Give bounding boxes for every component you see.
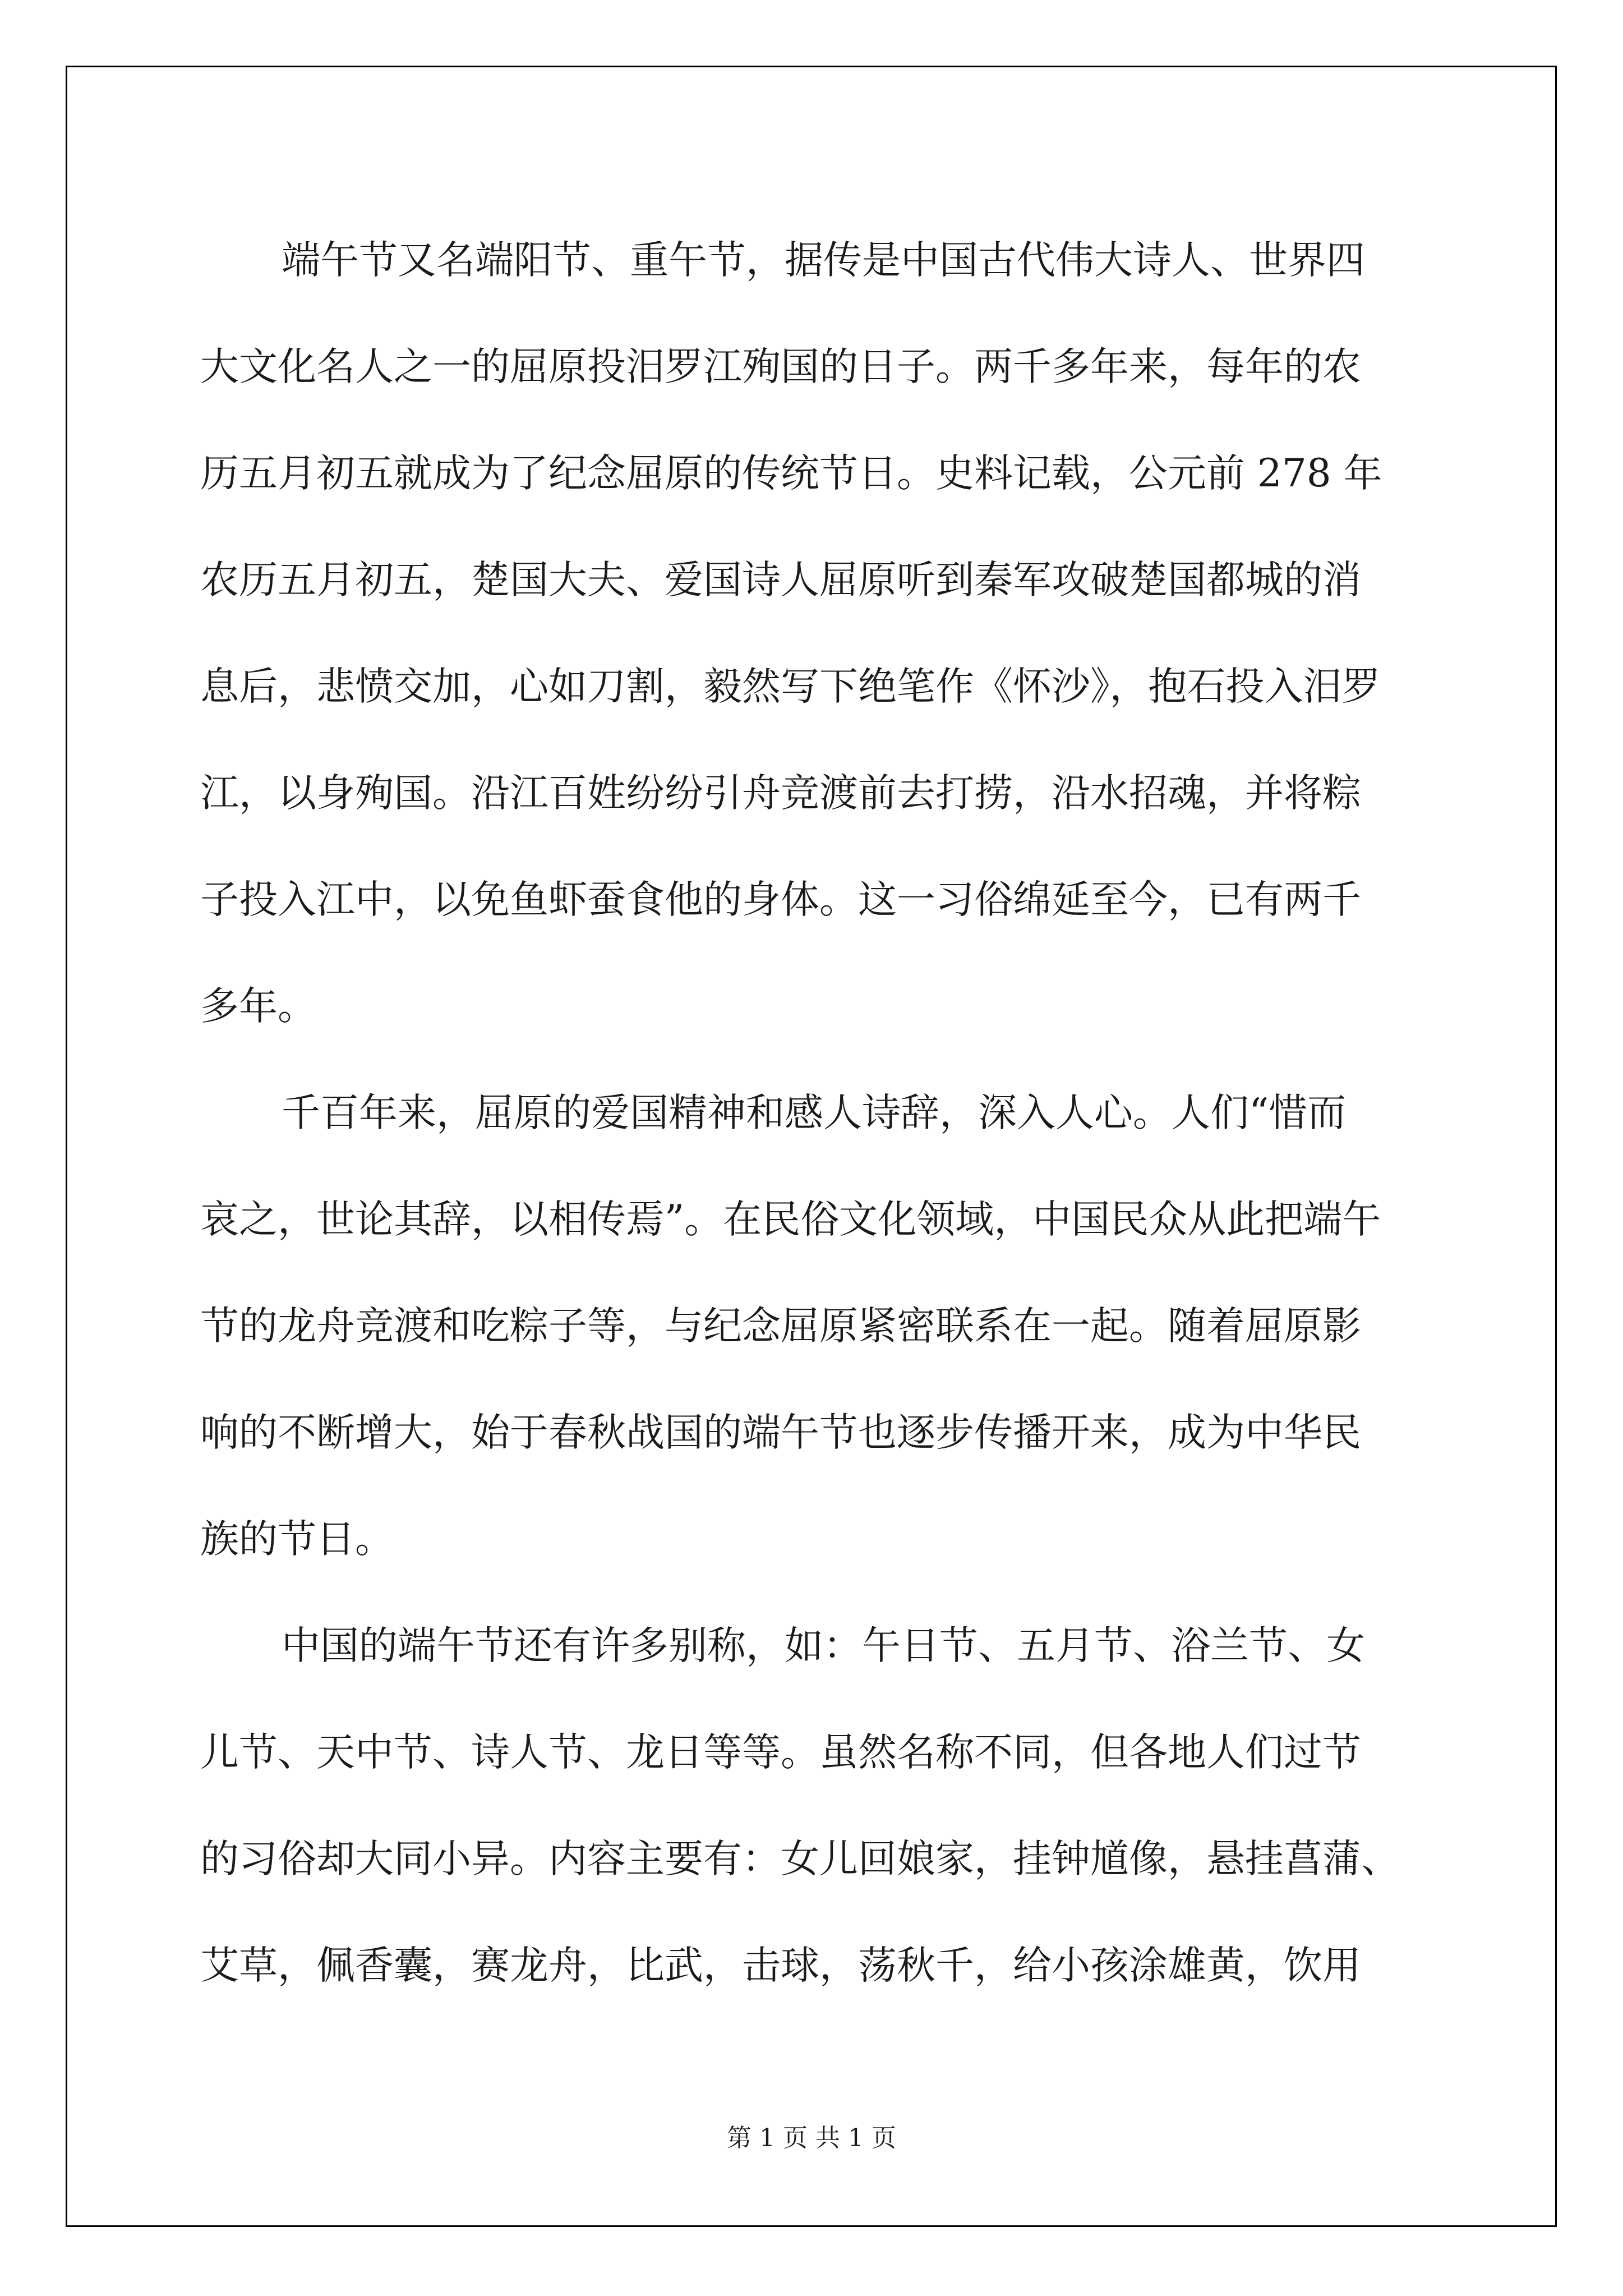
paragraph-1-line-1: 端午节又名端阳节、重午节，据传是中国古代伟大诗人、世界四 <box>282 238 1365 283</box>
paragraph-1-line-4: 农历五月初五，楚国大夫、爱国诗人屈原听到秦军攻破楚国都城的消 <box>200 558 1361 602</box>
paragraph-1-line-2: 大文化名人之一的屈原投汨罗江殉国的日子。两千多年来，每年的农 <box>200 344 1361 389</box>
document-body <box>200 207 1434 2019</box>
page-footer <box>0 2122 1623 2155</box>
paragraph-3-line-4: 艾草，佩香囊，赛龙舟，比武，击球，荡秋千，给小孩涂雄黄，饮用 <box>200 1943 1361 1988</box>
page-number-text: 第 1 页 共 1 页 <box>727 2124 896 2152</box>
paragraph-1-line-6: 江，以身殉国。沿江百姓纷纷引舟竞渡前去打捞，沿水招魂，并将粽 <box>200 771 1361 816</box>
paragraph-3-line-1: 中国的端午节还有许多别称，如：午日节、五月节、浴兰节、女 <box>282 1623 1365 1668</box>
paragraph-3-line-3: 的习俗却大同小异。内容主要有：女儿回娘家，挂钟馗像，悬挂菖蒲、 <box>200 1837 1400 1881</box>
paragraph-1-line-8: 多年。 <box>200 984 316 1029</box>
paragraph-2-line-1: 千百年来，屈原的爱国精神和感人诗辞，深入人心。人们“惜而 <box>282 1091 1347 1135</box>
paragraph-2-line-2: 哀之，世论其辞，以相传焉”。在民俗文化领域，中国民众从此把端午 <box>200 1197 1381 1242</box>
paragraph-2-line-4: 响的不断增大，始于春秋战国的端午节也逐步传播开来，成为中华民 <box>200 1410 1361 1455</box>
paragraph-1-line-5: 息后，悲愤交加，心如刀割，毅然写下绝笔作《怀沙》，抱石投入汨罗 <box>200 664 1381 709</box>
paragraph-2-line-5: 族的节日。 <box>200 1517 394 1562</box>
paragraph-1-line-3: 历五月初五就成为了纪念屈原的传统节日。史料记载，公元前 278 年 <box>200 451 1382 496</box>
paragraph-3-line-2: 儿节、天中节、诗人节、龙日等等。虽然名称不同，但各地人们过节 <box>200 1730 1361 1775</box>
paragraph-1-line-7: 子投入江中，以免鱼虾蚕食他的身体。这一习俗绵延至今，已有两千 <box>200 877 1361 922</box>
paragraph-2-line-3: 节的龙舟竞渡和吃粽子等，与纪念屈原紧密联系在一起。随着屈原影 <box>200 1304 1361 1349</box>
